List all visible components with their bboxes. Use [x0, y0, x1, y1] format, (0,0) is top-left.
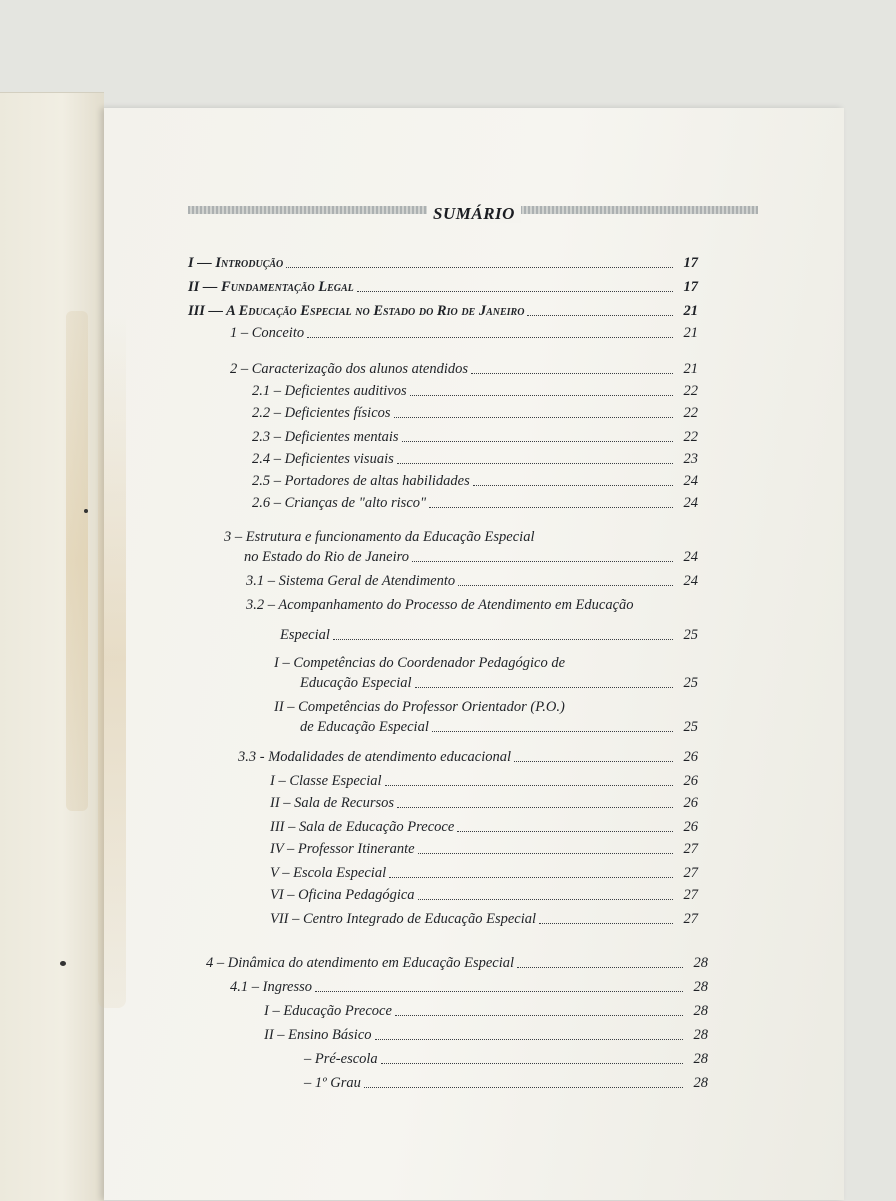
toc-entry: 2 – Caracterização dos alunos atendidos 21: [230, 361, 698, 377]
toc-entry-line1: 3 – Estrutura e funcionamento da Educação Especial: [224, 529, 535, 545]
paper-stain: [98, 308, 126, 1008]
toc-entry: de Educação Especial 25: [300, 719, 698, 735]
toc-entry: V – Escola Especial 27: [270, 865, 698, 881]
toc-entry: 2.4 – Deficientes visuais 23: [252, 451, 698, 467]
ink-dot: [60, 961, 66, 966]
toc-entry: I – Classe Especial 26: [270, 773, 698, 789]
toc-entry: VII – Centro Integrado de Educação Especial 27: [270, 911, 698, 927]
left-page-edge: [0, 92, 104, 1201]
toc-page: [104, 108, 844, 1200]
toc-entry: 4.1 – Ingresso 28: [230, 979, 708, 995]
toc-entry: 2.2 – Deficientes físicos 22: [252, 405, 698, 421]
toc-entry: III – Sala de Educação Precoce 26: [270, 819, 698, 835]
toc-entry: Especial 25: [280, 627, 698, 643]
toc-entry: I – Educação Precoce 28: [264, 1003, 708, 1019]
toc-entry: – Pré-escola 28: [304, 1051, 708, 1067]
toc-entry: VI – Oficina Pedagógica 27: [270, 887, 698, 903]
toc-entry: II – Sala de Recursos 26: [270, 795, 698, 811]
toc-entry: IV – Professor Itinerante 27: [270, 841, 698, 857]
toc-entry: I — Introdução 17: [188, 255, 698, 271]
toc-entry: 2.3 – Deficientes mentais 22: [252, 429, 698, 445]
toc-entry: 2.5 – Portadores de altas habilidades 24: [252, 473, 698, 489]
toc-entry: no Estado do Rio de Janeiro 24: [244, 549, 698, 565]
toc-entry: 2.6 – Crianças de "alto risco" 24: [252, 495, 698, 511]
toc-entry: 4 – Dinâmica do atendimento em Educação Especial 28: [206, 955, 708, 971]
toc-entry-line1: I – Competências do Coordenador Pedagógico de: [274, 655, 566, 671]
toc-entry-line1: 3.2 – Acompanhamento do Processo de Atendimento em Educação: [246, 597, 634, 613]
ink-dot: [84, 509, 88, 513]
toc-entry: 2.1 – Deficientes auditivos 22: [252, 383, 698, 399]
toc-entry: 3.1 – Sistema Geral de Atendimento 24: [246, 573, 698, 589]
toc-entry-line1: II – Competências do Professor Orientador (P.O.): [274, 699, 565, 715]
toc-entry: III — A Educação Especial no Estado do Rio de Janeiro 21: [188, 303, 698, 319]
toc-entry: 1 – Conceito 21: [230, 325, 698, 341]
toc-entry: 3.3 - Modalidades de atendimento educacional 26: [238, 749, 698, 765]
page-title: SUMÁRIO: [104, 204, 844, 224]
paper-stain: [66, 311, 88, 811]
toc-entry: – 1º Grau 28: [304, 1075, 708, 1091]
toc-entry: Educação Especial 25: [300, 675, 698, 691]
toc-entry: II — Fundamentação Legal 17: [188, 279, 698, 295]
toc-entry: II – Ensino Básico 28: [264, 1027, 708, 1043]
